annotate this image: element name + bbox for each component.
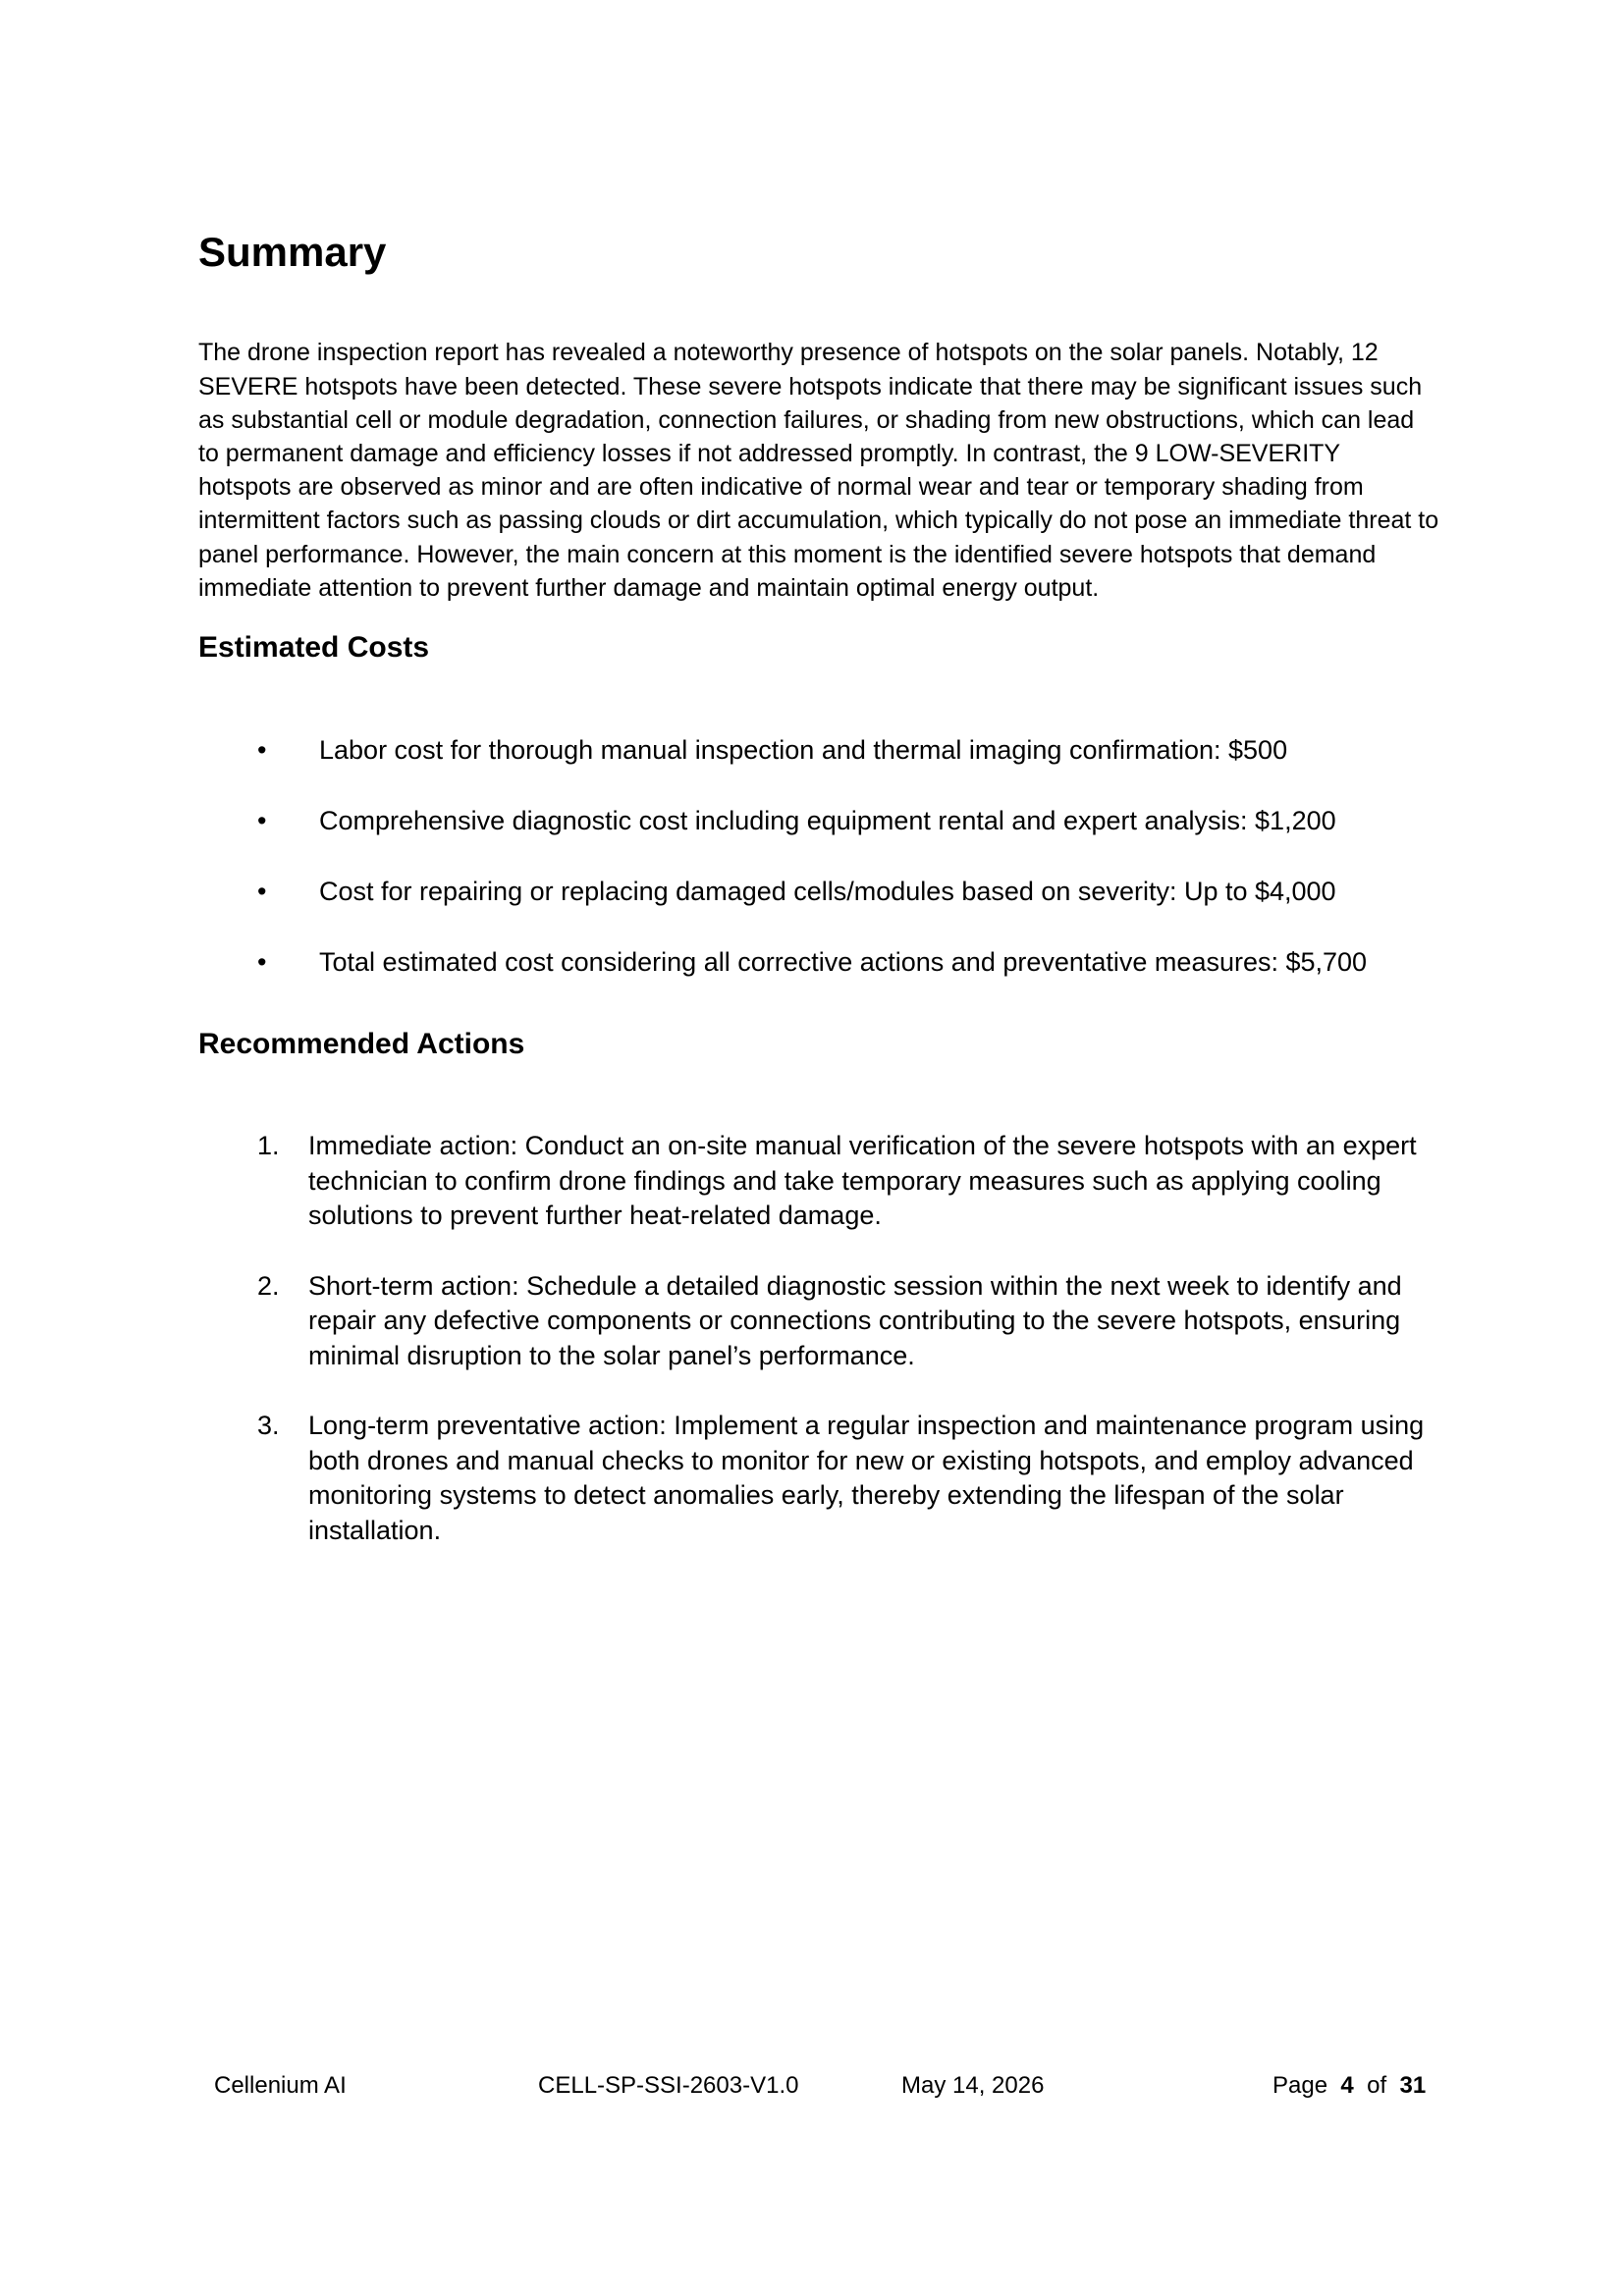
cost-item-text: Total estimated cost considering all corrective actions and preventative measures: $5,700 [319, 947, 1368, 978]
current-page: 4 [1340, 2072, 1354, 2099]
summary-paragraph: The drone inspection report has revealed a noteworthy presence of hotspots on the solar panels. Notably, 12 SEVERE hotspots have been detected. These severe hotspots indicate that there may be significant issues such as substantial cell or module degradation, connection failures, or shading from new obstructions, which can lead to permanent damage and efficiency losses if not addressed promptly. In contrast, the 9 LOW-SEVERITY hotspots are observed as minor and are often indicative of normal wear and tear or temporary shading from intermittent factors such as passing clouds or dirt accumulation, which typically do not pose an immediate threat to panel performance. However, the main concern at this moment is the identified severe hotspots that demand immediate attention to prevent further damage and maintain optimal energy output. [198, 339, 1439, 602]
cost-list [198, 732, 1439, 980]
bullet-icon: • [257, 806, 267, 836]
footer-company: Cellenium AI [214, 2072, 347, 2099]
action-number: 2. [257, 1270, 280, 1301]
recommended-actions-heading: Recommended Actions [198, 1028, 525, 1061]
footer-date: May 14, 2026 [901, 2072, 1045, 2099]
page-of-label: of [1367, 2072, 1387, 2099]
bullet-icon: • [257, 877, 267, 907]
action-item-text: Short-term action: Schedule a detailed diagnostic session within the next week to identify and repair any defective components or connections contributing to the severe hotspots, ensuring minimal disruption to the solar panel’s performance. [308, 1270, 1402, 1370]
action-number: 1. [257, 1131, 280, 1161]
page-label: Page [1272, 2072, 1328, 2099]
action-item-text: Long-term preventative action: Implement a regular inspection and maintenance program using both drones and manual checks to monitor for new or existing hotspots, and employ advanced monitoring systems to detect anomalies early, thereby extending the lifespan of the solar installation. [308, 1411, 1425, 1545]
footer-document-id: CELL-SP-SSI-2603-V1.0 [538, 2072, 799, 2099]
action-list-item [198, 1269, 1447, 1374]
bullet-icon: • [257, 735, 267, 766]
cost-item-text: Labor cost for thorough manual inspection and thermal imaging confirmation: $500 [319, 735, 1288, 766]
cost-list-item [198, 803, 1439, 838]
cost-list-item [198, 944, 1439, 980]
cost-list-item [198, 874, 1439, 909]
action-list [198, 1129, 1439, 1548]
action-number: 3. [257, 1411, 280, 1441]
total-pages: 31 [1399, 2072, 1427, 2099]
cost-list-item [198, 732, 1439, 768]
footer-page-number [1272, 2071, 1426, 2101]
estimated-costs-heading: Estimated Costs [198, 631, 430, 665]
summary-heading: Summary [198, 229, 387, 275]
action-list-item [198, 1409, 1447, 1548]
bullet-icon: • [257, 947, 267, 978]
action-item-text: Immediate action: Conduct an on-site manual verification of the severe hotspots with an expert technician to confirm drone findings and take temporary measures such as applying cooling solutions to prevent further heat-related damage. [308, 1131, 1417, 1231]
page-content [198, 228, 1439, 1583]
cost-item-text: Cost for repairing or replacing damaged cells/modules based on severity: Up to $4,000 [319, 877, 1336, 907]
cost-item-text: Comprehensive diagnostic cost including equipment rental and expert analysis: $1,200 [319, 806, 1336, 836]
action-list-item [198, 1129, 1447, 1234]
